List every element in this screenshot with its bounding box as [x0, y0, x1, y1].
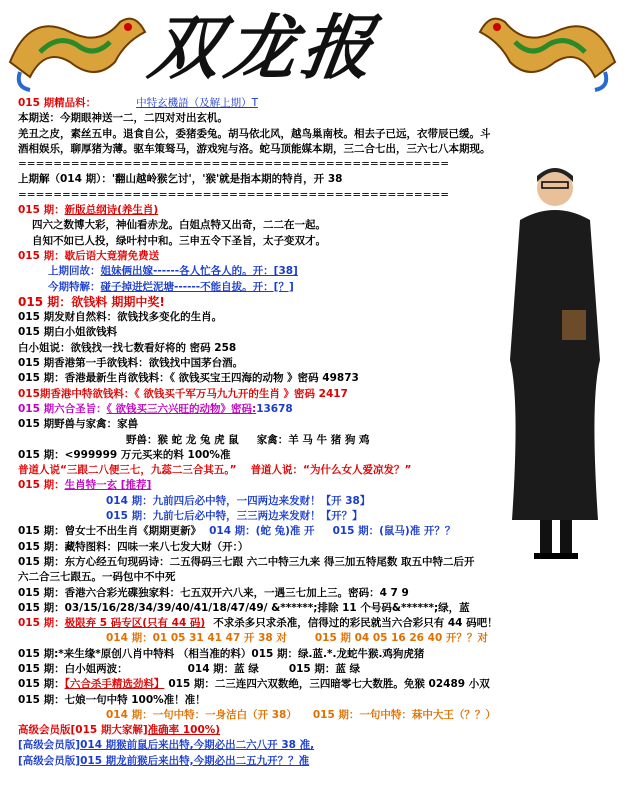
cur-result: 015 期：(鼠马)准 开？？ — [332, 525, 456, 538]
line-28: 015 期：藏特图料：四味一来八七发大财（开：） — [18, 540, 249, 553]
domestic-animals: 家禽：羊 马 牛 猪 狗 鸡 — [256, 433, 370, 446]
line-29: 015 期：东方心经五句现码诗：二五得码三七跟 六二中特三九来 得三加五特尾数 取五中特二后开 — [18, 555, 475, 568]
line-27 — [18, 524, 614, 539]
member-tag: [高级会员版] — [18, 754, 81, 767]
accuracy: 准确率 100%) — [147, 724, 221, 737]
section-label: 015 期精品料： — [18, 97, 97, 109]
text: 015 期：香港最新生肖欲钱料：《 欲钱买宝王四海的动物 》密码 — [18, 372, 323, 385]
period-label: 015 期： — [18, 678, 65, 691]
line-2: 本期送：今期眼神送一二，二四对对出玄机。 — [18, 112, 228, 125]
line-10 — [18, 264, 614, 279]
line-17 — [18, 371, 614, 386]
riddle-2: 普道人说：“为什么女人爱凉发？” — [250, 464, 412, 477]
line-40 — [18, 723, 614, 738]
dragon-left-icon — [0, 2, 150, 94]
code: 13678 — [256, 402, 293, 415]
text: 015 期：白小姐两波： — [18, 662, 128, 675]
line-24 — [18, 478, 614, 493]
line-4: 酒相娱乐，聊厚猪为薄。驱车策驽马，游戏宛与洛。蛇马顶能媒本期，三二合七出，三六七八本期现。 — [18, 142, 491, 155]
line-1 — [18, 96, 614, 111]
text: 015 期龙前猴后来出特,今期必出二五九开？？准 — [80, 754, 310, 767]
cur-result: 015 期：一句中特：菻中大王（？？） — [312, 708, 496, 721]
value: 碰子掉进烂泥塘------不能自拔。开：[？] — [100, 280, 294, 293]
line-22: 015 期：<999999 万元买来的料 100%准 — [18, 448, 231, 461]
line-36 — [18, 662, 614, 677]
page-title: 双龙报 — [144, 6, 384, 89]
line-23 — [18, 463, 614, 478]
separator: ================================================= — [18, 158, 450, 171]
member-title: 高级会员版[015 期大家解] — [18, 724, 148, 737]
text: 015 期：二三连四六双数绝，三四暗零七大数胜。免猴 02489 小双 — [168, 678, 490, 691]
prev-result: 014 期：(蛇 兔)准 开 — [209, 525, 315, 538]
line-14: 015 期白小姐欲钱料 — [18, 326, 118, 339]
text: 不求杀多只求杀准，信得过的彩民就当六合彩只有 44 码吧！ — [213, 617, 498, 630]
section-title: 生肖特一玄 [推荐] — [64, 479, 152, 492]
label: 上期回故： — [48, 265, 101, 278]
line-33 — [18, 616, 614, 631]
line-25: 014 期：九前四后必中特，一四两边来发财！【开 38】 — [106, 494, 371, 507]
line-37 — [18, 677, 614, 692]
poem-line: 自知不如已人投，绿叶村中和。三申五令下圣旨，太子变双才。 — [32, 234, 326, 247]
section-title: 新版总纲诗(养生肖) — [64, 204, 159, 217]
cur-result: 015 期：蓝 绿 — [288, 662, 361, 675]
section-title: 极限弃 5 码专区(只有 44 码) — [64, 617, 206, 630]
label: 今期特解： — [48, 280, 101, 293]
line-20: 015 期野兽与家禽：家兽 — [18, 418, 139, 431]
line-9 — [18, 249, 614, 264]
period-label: 015 期： — [18, 479, 65, 492]
member-tag: [高级会员版] — [18, 739, 81, 752]
line-12: 015 期：欲钱料 期期中奖! — [18, 294, 165, 309]
cur-result: 015 期 04 05 16 26 40 开？？对 — [314, 632, 488, 645]
prev-result: 014 期：一句中特：一身洁白（开 38） — [106, 708, 297, 721]
code: 49873 — [322, 372, 359, 385]
text: 014 期猴前鼠后来出特,今期必出二六八开 38 准, — [80, 739, 315, 752]
period-label: 015 期： — [18, 617, 65, 630]
header-banner — [0, 0, 628, 96]
line-38: 015 期：七娘一句中特 100%准！准！ — [18, 693, 206, 706]
line-13: 015 期发财自然料：欲钱找多变化的生肖。 — [18, 311, 223, 324]
line-16: 015 期香港第一手欲钱料：欲钱找中国茅台酒。 — [18, 357, 244, 370]
prev-result: 014 期：蓝 绿 — [187, 662, 259, 675]
prev-result: 014 期：01 05 31 41 47 开 38 对 — [106, 632, 287, 645]
riddle-1: 普道人说“三跟二八便三七，九蕊二三合其五。” — [18, 464, 237, 477]
separator: ================================================= — [18, 188, 450, 201]
line-19 — [18, 402, 614, 417]
line-18: 015期香港中特欲钱料：《 欲钱买千军万马九九开的生肖 》密码 2417 — [18, 387, 348, 400]
text: 《 欲钱买三六兴旺的动物》密码: — [106, 402, 257, 415]
line-21 — [18, 433, 614, 448]
period-label: 015 期： — [18, 204, 65, 217]
section-title: 【六合杀手精选劲料】 — [64, 678, 165, 691]
text: 015 期：曾女士不出生肖《期期更新》 — [18, 525, 202, 538]
line-35: 015 期:*来生缘*原创八肖中特料 （相当准的料）015 期：绿.蓝.*.龙蛇牛猴.鸡狗虎猪 — [18, 647, 425, 660]
line-34 — [18, 631, 614, 646]
line-30: 六二合三七跟五。一码包中不中死 — [18, 571, 176, 584]
line-15: 白小姐说：欲钱找一找七数看好将的 密码 258 — [18, 341, 237, 354]
article-body — [18, 96, 614, 769]
line-11 — [18, 280, 614, 295]
dragon-right-icon — [470, 2, 625, 94]
link-text[interactable]: 中特玄機語（及解上期）T — [136, 97, 258, 109]
line-3: 羌丑之皮，素丝五申。退食自公，委猪委兔。胡马依北风，越鸟巢南枝。相去子已远，衣带辰已缓。斗 — [18, 127, 491, 140]
label: 015 期六合圣旨： — [18, 402, 107, 415]
line-42 — [18, 754, 614, 769]
line-26: 015 期：九前七后必中特，三三两边来发财！【开？】 — [106, 510, 363, 523]
value: 姐妹俩出嫁------各人忙各人的。开：[38] — [100, 265, 298, 278]
poem-line: 四六之数博大彩，神仙看赤龙。白姐点特又出奇，二二在一起。 — [32, 219, 326, 232]
line-5: 上期解（014 期）：'翻山越岭猴乞讨'，'猴'就是指本期的特肖，开 38 — [18, 173, 343, 186]
section-title: 歇后语大竟猜免费送 — [64, 249, 160, 262]
line-6 — [18, 203, 614, 218]
period-label: 015 期： — [18, 249, 65, 262]
line-41 — [18, 738, 614, 753]
wild-animals: 野兽：猴 蛇 龙 兔 虎 鼠 — [126, 433, 239, 446]
line-32: 015 期：03/15/16/28/34/39/40/41/18/47/49/ &******;排除 11 个号码&******;绿，蓝 — [18, 601, 470, 614]
line-31: 015 期：香港六合彩光碟独家料：七五双开六八来，一遇三七加上三。密码：4 7 9 — [18, 586, 409, 599]
line-39 — [18, 708, 614, 723]
